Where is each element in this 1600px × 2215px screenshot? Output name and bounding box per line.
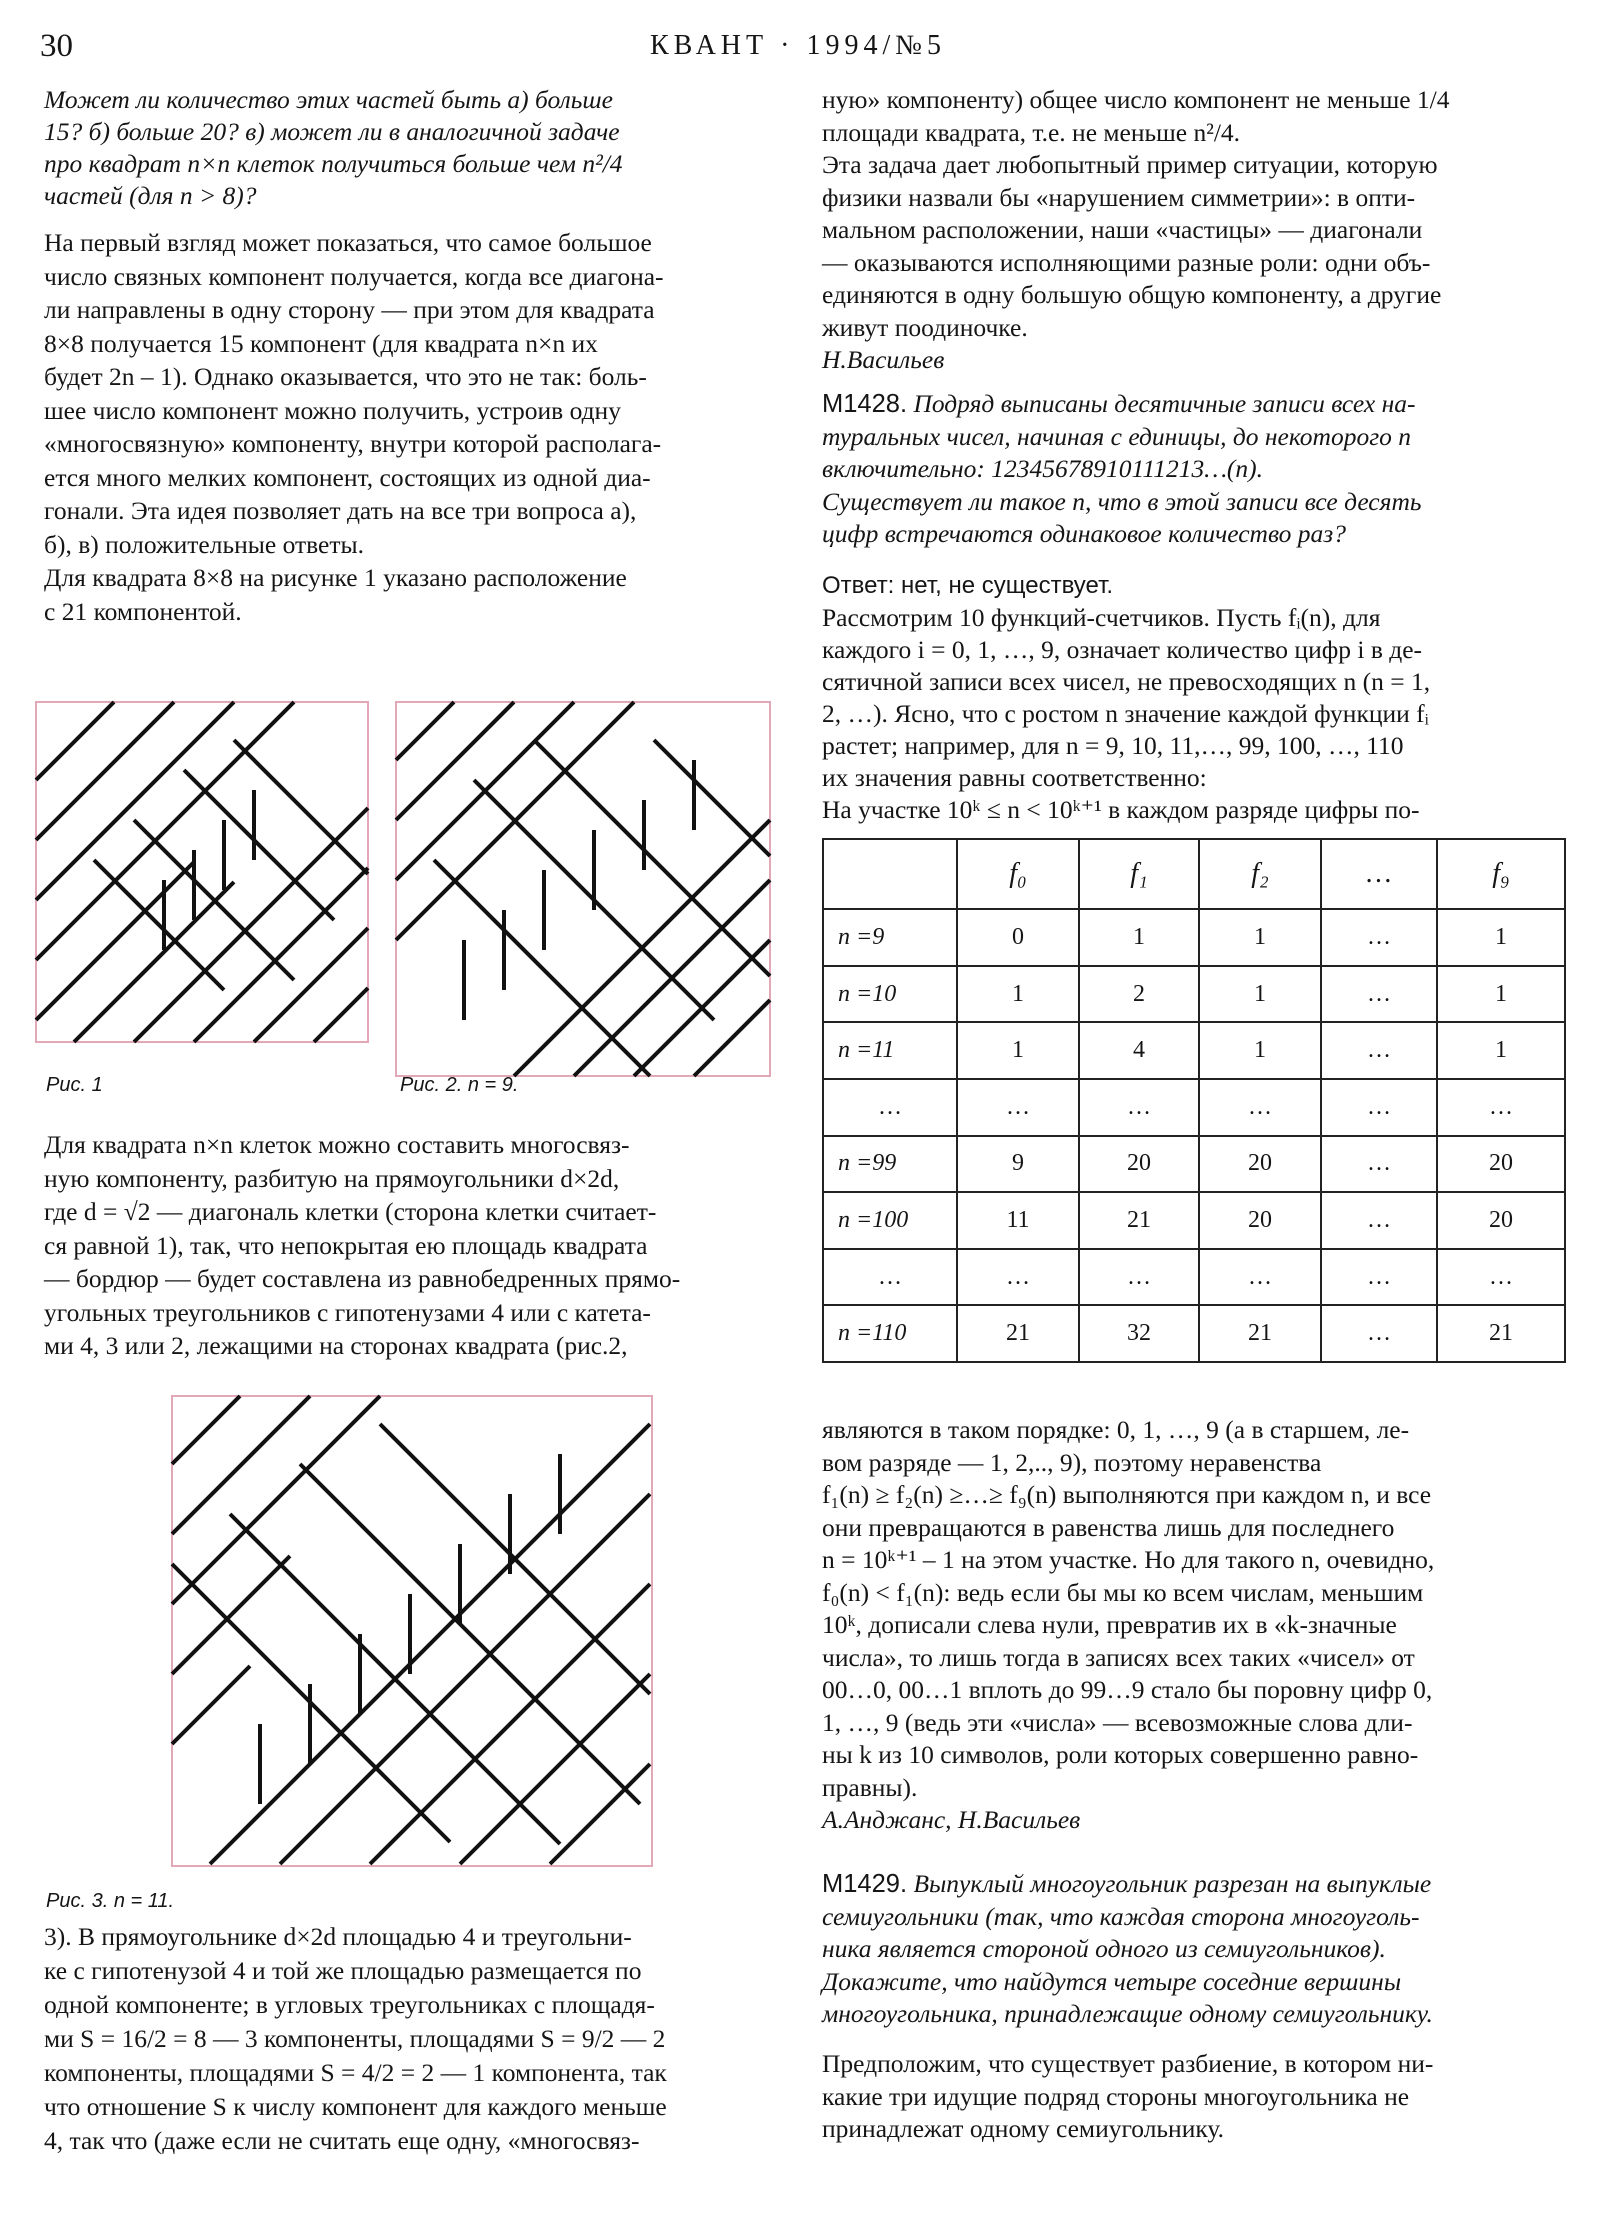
text-line: сятичной записи всех чисел, не превосходящих n (n = 1, (822, 667, 1431, 696)
table-cell: 1 (1437, 966, 1565, 1023)
problem-text-line: туральных чисел, начиная с единицы, до некоторого n (822, 421, 1412, 451)
text-line: вом разряде — 1, 2,.., 9), поэтому неравенства (822, 1447, 1322, 1477)
table-cell: 20 (1199, 1136, 1321, 1193)
figure-1-caption: Рис. 1 (46, 1074, 103, 1096)
text-line: числа», то лишь тогда в записях всех таких «чисел» от (822, 1642, 1415, 1672)
text-line: На участке 10ᵏ ≤ n < 10ᵏ⁺¹ в каждом разряде цифры по- (822, 795, 1420, 824)
text-line: б), в) положительные ответы. (44, 529, 364, 559)
text-line: компоненты, площадями S = 4/2 = 2 — 1 компонента, так (44, 2058, 667, 2087)
table-row (823, 909, 1565, 966)
text-line: Для квадрата n×n клеток можно составить многосвяз- (44, 1130, 630, 1159)
question-line: Может ли количество этих частей быть а) больше (44, 85, 613, 114)
text-line: мальном расположении, наши «частицы» — диагонали (822, 215, 1423, 244)
table-cell: 1 (1079, 909, 1199, 966)
table-cell: … (1079, 1079, 1199, 1136)
row-label: n =110 (823, 1305, 957, 1362)
table-cell: 1 (1199, 966, 1321, 1023)
table-cell: 21 (957, 1305, 1079, 1362)
text-line: ке с гипотенузой 4 и той же площадью размещается по (44, 1956, 642, 1985)
text-line: ную компоненту, разбитую на прямоугольники d×2d, (44, 1163, 620, 1193)
text-line: площади квадрата, т.е. не меньше n²/4. (822, 117, 1241, 147)
table-cell: … (1321, 1249, 1437, 1306)
answer-line: Ответ: нет, не существует. (822, 572, 1114, 599)
text-line: ми 4, 3 или 2, лежащими на сторонах квадрата (рис.2, (44, 1331, 628, 1360)
table-cell: … (957, 1079, 1079, 1136)
row-label: … (823, 1079, 957, 1136)
table-cell: … (1321, 1022, 1437, 1079)
row-label: n =10 (823, 966, 957, 1023)
problem-text-line: Подряд выписаны десятичные записи всех на- (913, 389, 1416, 418)
problem-text-line: многоугольника, принадлежащие одному семиугольнику. (822, 1999, 1433, 2028)
text-line: 10ᵏ, дописали слева нули, превратив их в «k-значные (822, 1610, 1397, 1639)
row-label: n =9 (823, 909, 957, 966)
text-line: ми S = 16/2 = 8 — 3 компоненты, площадями S = 9/2 — 2 (44, 2024, 666, 2053)
text-line: каждого i = 0, 1, …, 9, означает количество цифр i в де- (822, 635, 1423, 664)
problem-text-line: включительно: 12345678910111213…(n). (822, 454, 1264, 483)
text-line: угольных треугольников с гипотенузами 4 или с катета- (44, 1297, 651, 1327)
text-line: что отношение S к числу компонент для каждого меньше (44, 2092, 667, 2121)
table-cell: 1 (1437, 909, 1565, 966)
table-cell: … (1199, 1249, 1321, 1306)
m1428-solution-continued (822, 1414, 1572, 1837)
text-line: какие три идущие подряд стороны многоугольника не (822, 2081, 1410, 2111)
page-number: 30 (40, 28, 73, 64)
text-line: Предположим, что существует разбиение, в котором ни- (822, 2049, 1434, 2078)
problem-label: М1429. (822, 1870, 908, 1898)
question-line: 15? б) больше 20? в) может ли в аналогичной задаче (44, 117, 620, 146)
table-row (823, 1079, 1565, 1136)
figure-3-diagram (170, 1394, 660, 1874)
table-header: f₁ (1079, 839, 1199, 909)
text-line: правны). (822, 1772, 918, 1802)
table-row (823, 1022, 1565, 1079)
text-line: живут поодиночке. (822, 312, 1028, 342)
table-header: f₉ (1437, 839, 1565, 909)
problem-text-line: семиугольники (так, что каждая сторона многоуголь- (822, 1901, 1420, 1931)
text-line: являются в таком порядке: 0, 1, …, 9 (а в старшем, ле- (822, 1415, 1410, 1444)
question-line: частей (для n > 8)? (44, 181, 257, 210)
table-cell: … (1321, 1305, 1437, 1362)
text-line: с 21 компонентой. (44, 596, 242, 626)
text-line: f₁(n) ≥ f₂(n) ≥…≥ f₉(n) выполняются при каждом n, и все (822, 1480, 1432, 1509)
figure-2-caption: Рис. 2. n = 9. (400, 1074, 519, 1096)
table-cell: … (1437, 1249, 1565, 1306)
text-line: шее число компонент можно получить, устроив одну (44, 395, 621, 425)
table-cell: 20 (1199, 1192, 1321, 1249)
table-cell: 21 (1437, 1305, 1565, 1362)
text-line: — оказываются исполняющими разные роли: одни объ- (822, 247, 1431, 277)
author-signature: Н.Васильев (822, 345, 945, 374)
row-label: n =11 (823, 1022, 957, 1079)
table-cell: … (957, 1249, 1079, 1306)
text-line: растет; например, для n = 9, 10, 11,…, 99, 100, …, 110 (822, 731, 1404, 760)
table-cell: 1 (1199, 1022, 1321, 1079)
text-line: Рассмотрим 10 функций-счетчиков. Пусть fᵢ(n), для (822, 603, 1381, 632)
text-line: 4, так что (даже если не считать еще одну, «многосвяз- (44, 2126, 640, 2155)
problem-text-line: цифр встречаются одинаковое количество раз? (822, 519, 1347, 548)
table-cell: 4 (1079, 1022, 1199, 1079)
problem-text-line: Существует ли такое n, что в этой записи все десять (822, 486, 1422, 516)
table-row (823, 1136, 1565, 1193)
journal-title: КВАНТ · 1994/№5 (650, 30, 946, 61)
text-line: гонали. Эта идея позволяет дать на все три вопроса а), (44, 496, 637, 525)
solution-paragraph-3 (44, 1920, 784, 2158)
text-line: принадлежат одному семиугольнику. (822, 2114, 1224, 2143)
problem-label: М1428. (822, 390, 908, 418)
table-cell: … (1321, 909, 1437, 966)
table-cell: … (1079, 1249, 1199, 1306)
text-line: 8×8 получается 15 компонент (для квадрата n×n их (44, 328, 598, 358)
table-cell: … (1437, 1079, 1565, 1136)
table-cell: 20 (1079, 1136, 1199, 1193)
text-line: будет 2n – 1). Однако оказывается, что это не так: боль- (44, 362, 647, 391)
table-cell: 1 (1437, 1022, 1565, 1079)
table-header: f₀ (957, 839, 1079, 909)
text-line: 2, …). Ясно, что с ростом n значение каждой функции fᵢ (822, 699, 1429, 728)
text-line: число связных компонент получается, когда все диагона- (44, 261, 664, 291)
problem-text-line: ника является стороной одного из семиугольников). (822, 1934, 1386, 1963)
solution-paragraph-1 (44, 226, 784, 628)
table-cell: … (1321, 966, 1437, 1023)
problem-text-line: Докажите, что найдутся четыре соседние вершины (822, 1966, 1402, 1996)
table-cell: … (1199, 1079, 1321, 1136)
text-line: «многосвязную» компоненту, внутри которой располага- (44, 429, 662, 458)
table-header-row (823, 839, 1565, 909)
table-cell: 21 (1079, 1192, 1199, 1249)
table-cell: 20 (1437, 1192, 1565, 1249)
table-row (823, 966, 1565, 1023)
table-cell: 1 (957, 966, 1079, 1023)
author-signature: А.Анджанс, Н.Васильев (822, 1805, 1081, 1834)
table-cell: 0 (957, 909, 1079, 966)
text-line: ся равной 1), так, что непокрытая ею площадь квадрата (44, 1230, 648, 1260)
table-cell: 1 (957, 1022, 1079, 1079)
table-header: f₂ (1199, 839, 1321, 909)
text-line: 00…0, 00…1 вплоть до 99…9 стало бы поровну цифр 0, (822, 1675, 1433, 1704)
text-line: 3). В прямоугольнике d×2d площадью 4 и треугольни- (44, 1922, 632, 1951)
problem-m1429 (822, 1868, 1572, 2031)
row-label: … (823, 1249, 957, 1306)
text-line: их значения равны соответственно: (822, 763, 1207, 792)
table-cell: 11 (957, 1192, 1079, 1249)
table-cell: 1 (1199, 909, 1321, 966)
table-row (823, 1305, 1565, 1362)
text-line: они превращаются в равенства лишь для последнего (822, 1512, 1395, 1542)
text-line: 1, …, 9 (ведь эти «числа» — всевозможные слова дли- (822, 1707, 1413, 1737)
table-cell: 2 (1079, 966, 1199, 1023)
figure-3-caption: Рис. 3. n = 11. (46, 1890, 175, 1912)
table-row (823, 1249, 1565, 1306)
text-line: ется много мелких компонент, состоящих из одной диа- (44, 462, 651, 492)
solution-paragraph-2 (44, 1128, 784, 1363)
text-line: — бордюр — будет составлена из равнобедренных прямо- (44, 1264, 681, 1293)
text-line: На первый взгляд может показаться, что самое большое (44, 228, 652, 257)
text-line: где d = √2 — диагональ клетки (сторона клетки считает- (44, 1197, 657, 1226)
digit-count-table (822, 838, 1566, 1363)
m1429-solution (822, 2048, 1572, 2146)
m1428-solution (822, 570, 1572, 826)
text-line: ную» компоненту) общее число компонент не меньше 1/4 (822, 85, 1450, 114)
text-line: f₀(n) < f₁(n): ведь если бы мы ко всем числам, меньшим (822, 1577, 1424, 1607)
text-line: Для квадрата 8×8 на рисунке 1 указано расположение (44, 563, 627, 592)
question-line: про квадрат n×n клеток получиться больше чем n²/4 (44, 149, 623, 178)
row-label: n =99 (823, 1136, 957, 1193)
table-cell: 32 (1079, 1305, 1199, 1362)
table-header (823, 839, 957, 909)
problem-text-line: Выпуклый многоугольник разрезан на выпуклые (913, 1869, 1432, 1898)
text-line: n = 10ᵏ⁺¹ – 1 на этом участке. Но для такого n, очевидно, (822, 1545, 1435, 1574)
right-paragraph-1 (822, 84, 1572, 377)
text-line: единяются в одну большую общую компоненту, а другие (822, 280, 1442, 309)
table-header: … (1321, 839, 1437, 909)
problem-question (44, 84, 784, 212)
table-cell: … (1321, 1079, 1437, 1136)
table-cell: … (1321, 1192, 1437, 1249)
figure-1-diagram (34, 700, 774, 1080)
table-cell: 20 (1437, 1136, 1565, 1193)
problem-m1428 (822, 388, 1572, 551)
text-line: физики назвали бы «нарушением симметрии»: в опти- (822, 182, 1416, 212)
row-label: n =100 (823, 1192, 957, 1249)
table-cell: 21 (1199, 1305, 1321, 1362)
text-line: Эта задача дает любопытный пример ситуации, которую (822, 150, 1438, 179)
page-header (0, 24, 1600, 64)
text-line: одной компоненте; в угловых треугольниках с площадя- (44, 1990, 655, 2019)
table-cell: … (1321, 1136, 1437, 1193)
text-line: ны k из 10 символов, роли которых совершенно равно- (822, 1740, 1419, 1769)
table-cell: 9 (957, 1136, 1079, 1193)
text-line: ли направлены в одну сторону — при этом для квадрата (44, 295, 655, 324)
table-row (823, 1192, 1565, 1249)
